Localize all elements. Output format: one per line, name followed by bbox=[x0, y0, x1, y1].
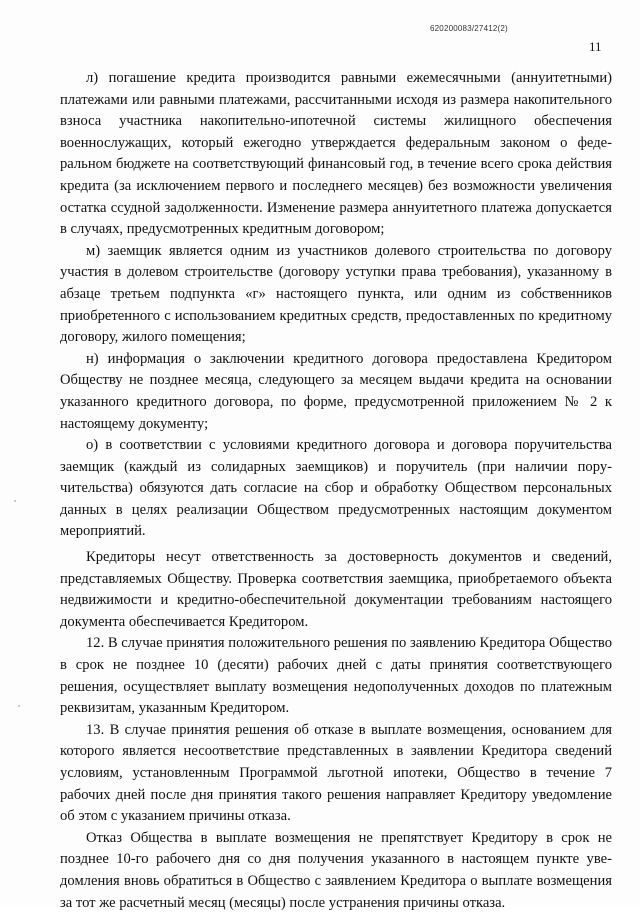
document-body bbox=[60, 68, 612, 914]
document-id: 620200083/27412(2) bbox=[430, 24, 508, 33]
paragraph-l: л) погашение кредита производится равными ежемесячными (аннуитетными) платежами или равными платежами, рассчитанными исходя из размера накопительного взноса участника накопительно-ипотечной системы жилищного обеспечения военнослужащих, который ежегодно утверждается федеральным законом о федеральном бюджете на соответствующий финансовый год, в течение всего срока действия кредита (за исключением первого и последнего месяцев) без возможности увеличения остатка ссудной задолженности. Изменение размера аннуитетного платежа допускается в случаях, предусмотренных кредитным договором; bbox=[60, 70, 612, 238]
paragraph-refusal: Отказ Общества в выплате возмещения не препятствует Кредитору в срок не позднее 10-го рабочего дня со дня получения указанного в настоящем пункте уведомления вновь обратиться в Общество с заявлением Кредитора о выплате возмещения за тот же расчетный месяц (месяцы) после устранения причины отказа. bbox=[60, 829, 612, 911]
scan-speck bbox=[18, 705, 20, 707]
paragraph-13: 13. В случае принятия решения об отказе в выплате возмещения, основанием для которого является несоответствие представленных в заявлении Кредитора сведений условиям, установленным Программой льготной ипотеки, Общество в течение 7 рабочих дней после дня принятия такого решения направляет Кредитору уведомление об этом с указанием причины отказа. bbox=[60, 721, 612, 825]
paragraph-12: 12. В случае принятия положительного решения по заявлению Кредитора Общество в срок не позднее 10 (десяти) рабочих дней с даты принятия соответствующего решения, осуществляет выплату возмещения недополученных доходов по платежным реквизитам, указанным Кредитором. bbox=[60, 635, 613, 717]
paragraph-n: н) информация о заключении кредитного договора предоставлена Кредитором Обществу не позднее месяца, следующего за месяцем выдачи кредита на основании указанного кредитного договора, по форме, предусмотренной приложением № 2 к настоящему документу; bbox=[60, 350, 612, 432]
paragraph-o: о) в соответствии с условиями кредитного договора и договора поручительства заемщик (каждый из солидарных заемщиков) и поручитель (при наличии поручительства) обязуются дать согласие на сбор и обработку Обществом персональных данных в целях реализации Обществом предусмотренных настоящим документом мероприятий. bbox=[60, 437, 612, 540]
page-number: 11 bbox=[589, 39, 602, 54]
paragraph-m: м) заемщик является одним из участников долевого строительства по договору участия в долевом строительстве (договору уступки права требования), указанному в абзаце третьем подпункта «г» настоящего пункта, или одним из собственников приобретенного с использованием кредитных средств, предоставленных по кредитному договору, жилого помещения; bbox=[60, 242, 612, 346]
scan-speck bbox=[14, 500, 16, 502]
paragraph-creditors-responsibility: Кредиторы несут ответственность за достоверность документов и сведений, представляемых Обществу. Проверка соответствия заемщика, приобретаемого объекта недвижимости и кредитно-обеспечительной документации требованиям настоящего документа обеспечивается Кредитором. bbox=[60, 549, 612, 630]
